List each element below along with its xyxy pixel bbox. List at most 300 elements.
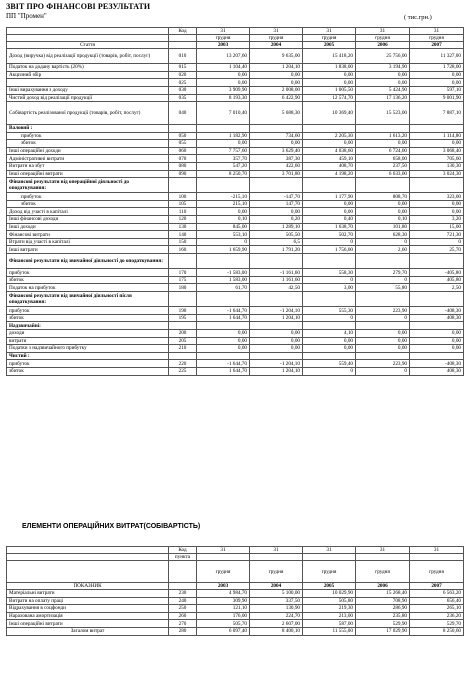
row-code: 055 — [169, 140, 197, 148]
row-value: 0,00 — [410, 200, 464, 208]
header-year: 2006 — [356, 583, 410, 590]
section-title: ЕЛЕМЕНТИ ОПЕРАЦІЙНИХ ВИТРАТ(СОБІВАРТІСТЬ) — [22, 523, 201, 530]
row-value: 1 289,10 — [250, 223, 303, 231]
row-value: 2,60 — [356, 246, 410, 254]
row-value: 0,00 — [410, 337, 464, 345]
row-value: 357,70 — [197, 155, 250, 163]
row-label: витрати — [7, 337, 169, 345]
row-value: 3 194,90 — [356, 64, 410, 72]
row-value: 1 838,00 — [303, 64, 356, 72]
row-code: 120 — [169, 216, 197, 224]
table-row — [7, 360, 464, 368]
row-value: 4 984,70 — [197, 590, 250, 598]
row-value: 3 068,40 — [410, 147, 464, 155]
row-value: 0 — [303, 314, 356, 322]
row-code: 200 — [169, 329, 197, 337]
row-value: 656,40 — [410, 597, 464, 605]
row-value: 845,00 — [197, 223, 250, 231]
row-value: 0 — [410, 238, 464, 246]
header-month: грудня — [197, 561, 250, 583]
header-year: 2003 — [197, 583, 250, 590]
row-code: 070 — [169, 155, 197, 163]
row-value: 55,80 — [356, 284, 410, 292]
row-value: 0,00 — [197, 337, 250, 345]
row-code: 080 — [169, 162, 197, 170]
row-value — [197, 322, 250, 330]
table-row — [7, 597, 464, 605]
row-value: 323,00 — [410, 193, 464, 201]
header-day: 31 — [303, 547, 356, 554]
table-row — [7, 269, 464, 277]
row-value: 7 887,10 — [410, 102, 464, 125]
row-value: 0,00 — [356, 140, 410, 148]
row-value: 0,00 — [197, 71, 250, 79]
row-code — [169, 352, 197, 360]
row-value: 7 757,60 — [197, 147, 250, 155]
row-value: 3 629,40 — [250, 147, 303, 155]
row-value: 42,50 — [250, 284, 303, 292]
table-row — [7, 276, 464, 284]
row-value: 6 563,20 — [410, 590, 464, 598]
row-value: 1 644,70 — [197, 314, 250, 322]
row-value: -147,70 — [250, 193, 303, 201]
table-row — [7, 345, 464, 353]
row-value: 130,90 — [250, 605, 303, 613]
table-row — [7, 590, 464, 598]
row-value: 15,00 — [410, 223, 464, 231]
row-value: 11 327,00 — [410, 49, 464, 64]
header-blank — [197, 554, 250, 561]
table-row — [7, 284, 464, 292]
row-value: 553,10 — [197, 231, 250, 239]
row-value: 10 029,90 — [303, 590, 356, 598]
row-value: 0,10 — [356, 216, 410, 224]
table-row — [7, 246, 464, 254]
header-indicator-blank — [7, 561, 169, 583]
header-day: 31 — [303, 28, 356, 35]
table-row — [7, 254, 464, 269]
row-value — [250, 254, 303, 269]
row-value: 0,00 — [410, 208, 464, 216]
row-value: 734,60 — [250, 132, 303, 140]
row-value: 0,00 — [303, 345, 356, 353]
row-value: 422,60 — [250, 162, 303, 170]
row-label: збиток — [7, 200, 169, 208]
row-value: 0,00 — [303, 71, 356, 79]
row-value: 15 523,00 — [356, 102, 410, 125]
row-code: 015 — [169, 64, 197, 72]
row-value — [250, 292, 303, 307]
row-value: 0,00 — [250, 79, 303, 87]
row-value: 408,30 — [410, 314, 464, 322]
table-row — [7, 216, 464, 224]
row-value — [197, 254, 250, 269]
row-value: 0 — [197, 238, 250, 246]
header-month: грудня — [250, 561, 303, 583]
row-label: Чистий доход від реалізації продукції — [7, 94, 169, 102]
row-value: 6 724,00 — [356, 147, 410, 155]
row-value: 8 250,70 — [197, 170, 250, 178]
row-label: Доход (виручка) від реалізації продукції (товарів, робіт, послуг) — [7, 49, 169, 64]
row-value: 721,30 — [410, 231, 464, 239]
header-year: 2005 — [303, 583, 356, 590]
table-row — [7, 170, 464, 178]
row-value: 8 250,60 — [410, 627, 464, 635]
header-year: 2004 — [250, 42, 303, 49]
row-value: 0 — [303, 367, 356, 375]
row-value: 10 369,40 — [303, 102, 356, 125]
row-value: 13 207,60 — [197, 49, 250, 64]
row-value: 0,00 — [303, 337, 356, 345]
row-value: 6,5 — [250, 238, 303, 246]
row-label: збиток — [7, 276, 169, 284]
row-value: 8 193,30 — [197, 94, 250, 102]
row-value: 555,30 — [303, 307, 356, 315]
row-value: 0 — [303, 238, 356, 246]
header-row-year — [7, 583, 464, 590]
header-row-year — [7, 42, 464, 49]
table-row — [7, 124, 464, 132]
row-value — [303, 322, 356, 330]
row-value: 529,90 — [356, 620, 410, 628]
row-value: 6 422,90 — [250, 94, 303, 102]
row-code: 230 — [169, 590, 197, 598]
row-value: 0 — [303, 276, 356, 284]
table-row — [7, 292, 464, 307]
table-row — [7, 178, 464, 193]
row-value — [250, 352, 303, 360]
row-value: 8 400,10 — [250, 627, 303, 635]
table-row — [7, 79, 464, 87]
row-value: 6 097,40 — [197, 627, 250, 635]
row-value: 502,70 — [303, 231, 356, 239]
row-value: 15 418,20 — [303, 49, 356, 64]
row-code: 190 — [169, 307, 197, 315]
row-value: 0 — [356, 276, 410, 284]
row-value — [410, 322, 464, 330]
row-code: 260 — [169, 612, 197, 620]
header-day: 31 — [356, 28, 410, 35]
financial-results-table — [6, 27, 464, 376]
row-value: 12 574,70 — [303, 94, 356, 102]
header-row-month — [7, 35, 464, 42]
table-row — [7, 605, 464, 613]
row-value: -1 204,10 — [250, 360, 303, 368]
row-label: збиток — [7, 367, 169, 375]
row-value — [410, 254, 464, 269]
row-value — [303, 254, 356, 269]
row-code: 130 — [169, 223, 197, 231]
row-value: 130,30 — [410, 162, 464, 170]
row-value: 9 001,90 — [410, 94, 464, 102]
header-month: грудня — [197, 35, 250, 42]
row-value: 505,80 — [303, 597, 356, 605]
row-label: Адміністративні витрати — [7, 155, 169, 163]
row-code: 170 — [169, 269, 197, 277]
row-value: 1 583,00 — [197, 276, 250, 284]
row-code: 225 — [169, 367, 197, 375]
row-value: 286,90 — [356, 605, 410, 613]
operating-expenses-table — [6, 546, 464, 636]
table-row — [7, 231, 464, 239]
row-value: 459,10 — [303, 155, 356, 163]
row-value: 597,10 — [410, 86, 464, 94]
row-value: 2,50 — [410, 284, 464, 292]
row-value — [250, 178, 303, 193]
row-value: 25 756,00 — [356, 49, 410, 64]
row-value: 0,00 — [250, 345, 303, 353]
row-value — [356, 352, 410, 360]
row-value: 4 198,20 — [303, 170, 356, 178]
row-code: 110 — [169, 208, 197, 216]
header-month: грудня — [410, 35, 464, 42]
row-label: Інші операційні витрати — [7, 170, 169, 178]
table-row — [7, 238, 464, 246]
row-label: Відрахування в соцфонди — [7, 605, 169, 613]
row-value: 505,50 — [250, 231, 303, 239]
row-value: 237,50 — [356, 162, 410, 170]
header-year: 2005 — [303, 42, 356, 49]
row-value: 0,00 — [197, 140, 250, 148]
row-value: -408,30 — [410, 360, 464, 368]
row-code — [169, 124, 197, 132]
row-label: Собівартість реалізованої продукції (товарів, робіт, послуг) — [7, 102, 169, 125]
row-value: 1 161,60 — [250, 276, 303, 284]
header-code-blank — [169, 561, 197, 583]
row-code: 270 — [169, 620, 197, 628]
row-value: 9 635,00 — [250, 49, 303, 64]
row-value: 0 — [356, 238, 410, 246]
row-code: 105 — [169, 200, 197, 208]
row-value: -1 644,70 — [197, 307, 250, 315]
row-value: 0,00 — [197, 329, 250, 337]
row-code: 025 — [169, 79, 197, 87]
row-code: 140 — [169, 231, 197, 239]
row-label: Податок на прибуток — [7, 284, 169, 292]
row-value — [356, 254, 410, 269]
row-value: 223,90 — [356, 307, 410, 315]
header-code: Код — [169, 28, 197, 35]
row-value: 0,10 — [197, 216, 250, 224]
header-month: грудня — [356, 35, 410, 42]
header-row-day — [7, 547, 464, 554]
row-value: 0,00 — [250, 208, 303, 216]
row-label: прибуток — [7, 360, 169, 368]
table-row — [7, 223, 464, 231]
row-value: 658,00 — [356, 155, 410, 163]
header-month: грудня — [250, 35, 303, 42]
row-value: 1 613,20 — [356, 132, 410, 140]
table-row — [7, 352, 464, 360]
row-value: 1 638,70 — [303, 223, 356, 231]
row-value: 1 659,90 — [197, 246, 250, 254]
header-month: грудня — [303, 35, 356, 42]
table-row — [7, 314, 464, 322]
table-row — [7, 627, 464, 635]
row-value: 0,00 — [303, 79, 356, 87]
row-value: 1 005,50 — [303, 86, 356, 94]
row-value: 2 607,00 — [250, 620, 303, 628]
row-value: 1 182,90 — [197, 132, 250, 140]
table-row — [7, 162, 464, 170]
row-code: 210 — [169, 345, 197, 353]
row-value: 0,00 — [356, 345, 410, 353]
header-month: грудня — [303, 561, 356, 583]
row-value: 7 010,40 — [197, 102, 250, 125]
row-label: Втрати від участі в капіталі — [7, 238, 169, 246]
row-value: 0,00 — [356, 208, 410, 216]
row-label: Валовий : — [7, 124, 169, 132]
row-code: 175 — [169, 276, 197, 284]
row-code: 060 — [169, 147, 197, 155]
row-value: 0,00 — [410, 329, 464, 337]
row-value: 61,70 — [197, 284, 250, 292]
row-value: 1 204,10 — [250, 314, 303, 322]
row-value: 2 008,00 — [250, 86, 303, 94]
row-value: 547,20 — [197, 162, 250, 170]
row-value: 3 909,90 — [197, 86, 250, 94]
header-day: 31 — [356, 547, 410, 554]
row-value: 5 100,00 — [250, 590, 303, 598]
row-value: -408,30 — [410, 307, 464, 315]
row-value: 17 136,20 — [356, 94, 410, 102]
row-value — [356, 124, 410, 132]
row-value: 101,80 — [356, 223, 410, 231]
header-day: 31 — [197, 28, 250, 35]
header-blank — [250, 554, 303, 561]
row-value: 0,20 — [250, 216, 303, 224]
row-code — [169, 254, 197, 269]
row-value — [303, 178, 356, 193]
row-label: збиток — [7, 140, 169, 148]
row-code: 090 — [169, 170, 197, 178]
row-label: прибуток — [7, 132, 169, 140]
table-row — [7, 102, 464, 125]
row-value: 25,70 — [410, 246, 464, 254]
row-label: Інші операційні доходи — [7, 147, 169, 155]
row-label: Інші витрати — [7, 246, 169, 254]
row-label: Інші фінансові доходи — [7, 216, 169, 224]
row-value: 1 114,80 — [410, 132, 464, 140]
row-label: Надзвичайні: — [7, 322, 169, 330]
row-label: Витрати на збут — [7, 162, 169, 170]
header-row-day — [7, 28, 464, 35]
row-label: Інші операційні витрати — [7, 620, 169, 628]
row-value: 1 204,10 — [250, 367, 303, 375]
header-row-code2 — [7, 554, 464, 561]
row-code: 220 — [169, 360, 197, 368]
row-value: 408,30 — [410, 367, 464, 375]
row-value: 6 633,00 — [356, 170, 410, 178]
row-value: 215,10 — [197, 200, 250, 208]
row-code: 240 — [169, 597, 197, 605]
row-value: 587,00 — [303, 620, 356, 628]
row-value: 0,00 — [250, 337, 303, 345]
row-value: 176,00 — [197, 612, 250, 620]
row-label: Інші вирахування з доходу — [7, 86, 169, 94]
row-label: прибуток — [7, 307, 169, 315]
row-code: 010 — [169, 49, 197, 64]
row-value — [197, 292, 250, 307]
row-label: Витрати на оплату праці — [7, 597, 169, 605]
row-value: 219,30 — [303, 605, 356, 613]
row-value: 4 038,60 — [303, 147, 356, 155]
row-value: 309,90 — [197, 597, 250, 605]
header-blank — [303, 554, 356, 561]
row-value: 3,00 — [303, 284, 356, 292]
header-article-label: Стаття — [7, 42, 169, 49]
row-label: Податок на додану вартість (20%) — [7, 64, 169, 72]
row-value — [197, 178, 250, 193]
row-value: 1 204,10 — [250, 64, 303, 72]
row-value: 628,30 — [356, 231, 410, 239]
company-name: ПП "Промен" — [6, 12, 47, 20]
row-value: 1 791,20 — [250, 246, 303, 254]
table-row — [7, 208, 464, 216]
row-value — [197, 124, 250, 132]
row-value: 224,70 — [250, 612, 303, 620]
header-code-blank — [169, 35, 197, 42]
row-value: 0,00 — [356, 337, 410, 345]
row-code: 030 — [169, 86, 197, 94]
row-value: 0,00 — [197, 345, 250, 353]
row-code: 195 — [169, 314, 197, 322]
header-indicator-blank — [7, 547, 169, 554]
header-year: 2006 — [356, 42, 410, 49]
row-value: 213,00 — [303, 612, 356, 620]
row-value: 0,00 — [410, 345, 464, 353]
row-value — [250, 124, 303, 132]
row-label: Податки з надзвичайного прибутку — [7, 345, 169, 353]
row-value — [356, 322, 410, 330]
row-value: 223,90 — [356, 360, 410, 368]
row-value: 705,60 — [410, 155, 464, 163]
row-value: 121,10 — [197, 605, 250, 613]
header-indicator: ПОКАЗНИК — [7, 583, 169, 590]
row-label: Акцизний збір — [7, 71, 169, 79]
row-value: 0,00 — [250, 71, 303, 79]
row-value: 17 029,90 — [356, 627, 410, 635]
row-value: 0,00 — [197, 208, 250, 216]
row-value: 529,70 — [410, 620, 464, 628]
row-code — [169, 322, 197, 330]
row-value: 0,00 — [250, 140, 303, 148]
header-code-blank — [169, 42, 197, 49]
row-value: -1 583,00 — [197, 269, 250, 277]
row-value: 1 104,40 — [197, 64, 250, 72]
header-row-month — [7, 561, 464, 583]
row-label: Фінансові результати від звичайної діяльності після оподаткування: — [7, 292, 169, 307]
row-value: 1 177,90 — [303, 193, 356, 201]
row-code: 020 — [169, 71, 197, 79]
row-value: 405,80 — [410, 276, 464, 284]
header-code2: пункта — [169, 554, 197, 561]
row-value: 0,00 — [303, 140, 356, 148]
row-value — [410, 292, 464, 307]
row-value: 505,70 — [197, 620, 250, 628]
row-value: -215,10 — [197, 193, 250, 201]
header-year: 2003 — [197, 42, 250, 49]
table-row — [7, 71, 464, 79]
row-value: 2 205,30 — [303, 132, 356, 140]
row-value: 265,10 — [410, 605, 464, 613]
row-label: Фінансові витрати — [7, 231, 169, 239]
row-value: 147,70 — [250, 200, 303, 208]
row-value: 559,40 — [303, 360, 356, 368]
unit-label: ( тис.грн.) — [404, 14, 432, 21]
header-indicator-blank — [7, 554, 169, 561]
row-value: 408,70 — [303, 162, 356, 170]
